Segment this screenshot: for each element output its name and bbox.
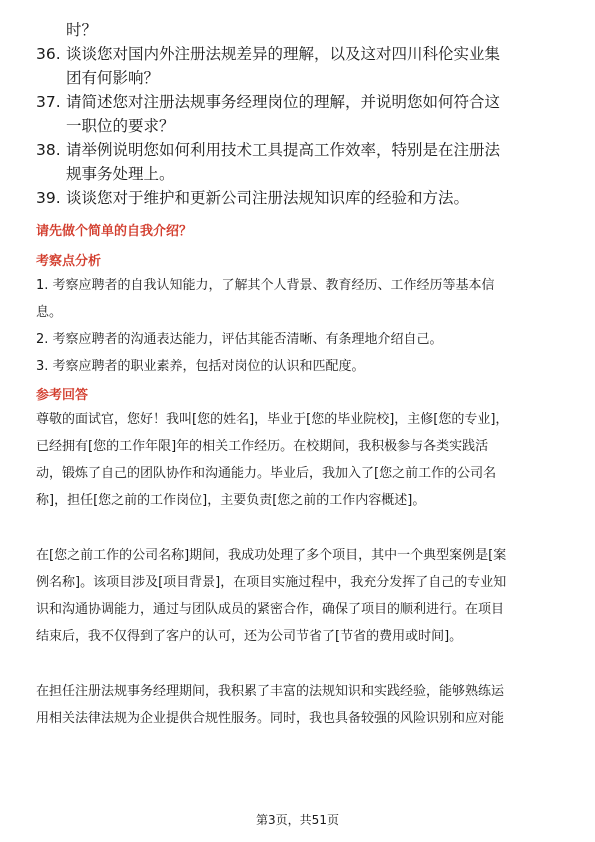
- page-footer: 第3页，共51页: [256, 813, 339, 827]
- question-text-continued: 团有何影响？: [66, 69, 160, 87]
- answer-line: 例名称]。该项目涉及[项目背景]，在项目实施过程中，我充分发挥了自己的专业知: [36, 575, 507, 590]
- analysis-line: 3. 考察应聘者的职业素养，包括对岗位的认识和匹配度。: [36, 359, 365, 374]
- question-number: 37.: [36, 93, 61, 111]
- page-content: [36, 18, 556, 732]
- answer-line: 用相关法律法规为企业提供合规性服务。同时，我也具备较强的风险识别和应对能: [36, 711, 505, 726]
- question-item: [36, 138, 556, 186]
- analysis-line: 1. 考察应聘者的自我认知能力，了解其个人背景、教育经历、工作经历等基本信: [36, 278, 495, 293]
- question-item: [36, 186, 556, 210]
- answer-line: 动，锻炼了自己的团队协作和沟通能力。毕业后，我加入了[您之前工作的公司名: [36, 466, 497, 481]
- question-list: [36, 42, 556, 210]
- question-item: [36, 42, 556, 90]
- question-text-continued: 规事务处理上。: [66, 165, 175, 183]
- question-text: 谈谈您对于维护和更新公司注册法规知识库的经验和方法。: [66, 189, 470, 207]
- answer-paragraph-3: [36, 678, 556, 732]
- question-number: 36.: [36, 45, 61, 63]
- question-carry-over: 时？: [66, 21, 98, 39]
- answer-line: 称]，担任[您之前的工作岗位]，主要负责[您之前的工作内容概述]。: [36, 493, 426, 508]
- question-text: 请简述您对注册法规事务经理岗位的理解，并说明您如何符合这: [66, 93, 501, 111]
- analysis-line: 2. 考察应聘者的沟通表达能力，评估其能否清晰、有条理地介绍自己。: [36, 332, 443, 347]
- analysis-list: [36, 272, 556, 380]
- analysis-line: 息。: [36, 305, 63, 320]
- paragraph-gap: [36, 514, 556, 542]
- answer-line: 尊敬的面试官，您好！我叫[您的姓名]，毕业于[您的毕业院校]，主修[您的专业]，: [36, 412, 509, 427]
- answer-line: 结束后，我不仅得到了客户的认可，还为公司节省了[节省的费用或时间]。: [36, 629, 463, 644]
- question-number: 38.: [36, 141, 61, 159]
- question-text: 谈谈您对国内外注册法规差异的理解，以及这对四川科伦实业集: [66, 45, 501, 63]
- question-number: 39.: [36, 189, 61, 207]
- paragraph-gap: [36, 650, 556, 678]
- answer-line: 已经拥有[您的工作年限]年的相关工作经历。在校期间，我积极参与各类实践活: [36, 439, 489, 454]
- answer-paragraph-2: [36, 542, 556, 650]
- answer-paragraph-1: [36, 406, 556, 514]
- answer-line: 识和沟通协调能力，通过与团队成员的紧密合作，确保了项目的顺利进行。在项目: [36, 602, 505, 617]
- question-text-continued: 一职位的要求？: [66, 117, 175, 135]
- answer-line: 在[您之前工作的公司名称]期间，我成功处理了多个项目，其中一个典型案例是[案: [36, 548, 507, 563]
- question-item: [36, 90, 556, 138]
- analysis-heading: 考察点分析: [36, 254, 102, 269]
- answer-line: 在担任注册法规事务经理期间，我积累了丰富的法规知识和实践经验，能够熟练运: [36, 684, 505, 699]
- question-text: 请举例说明您如何利用技术工具提高工作效率，特别是在注册法: [66, 141, 501, 159]
- answer-heading: 参考回答: [36, 388, 89, 403]
- intro-question-heading: 请先做个简单的自我介绍？: [36, 224, 193, 239]
